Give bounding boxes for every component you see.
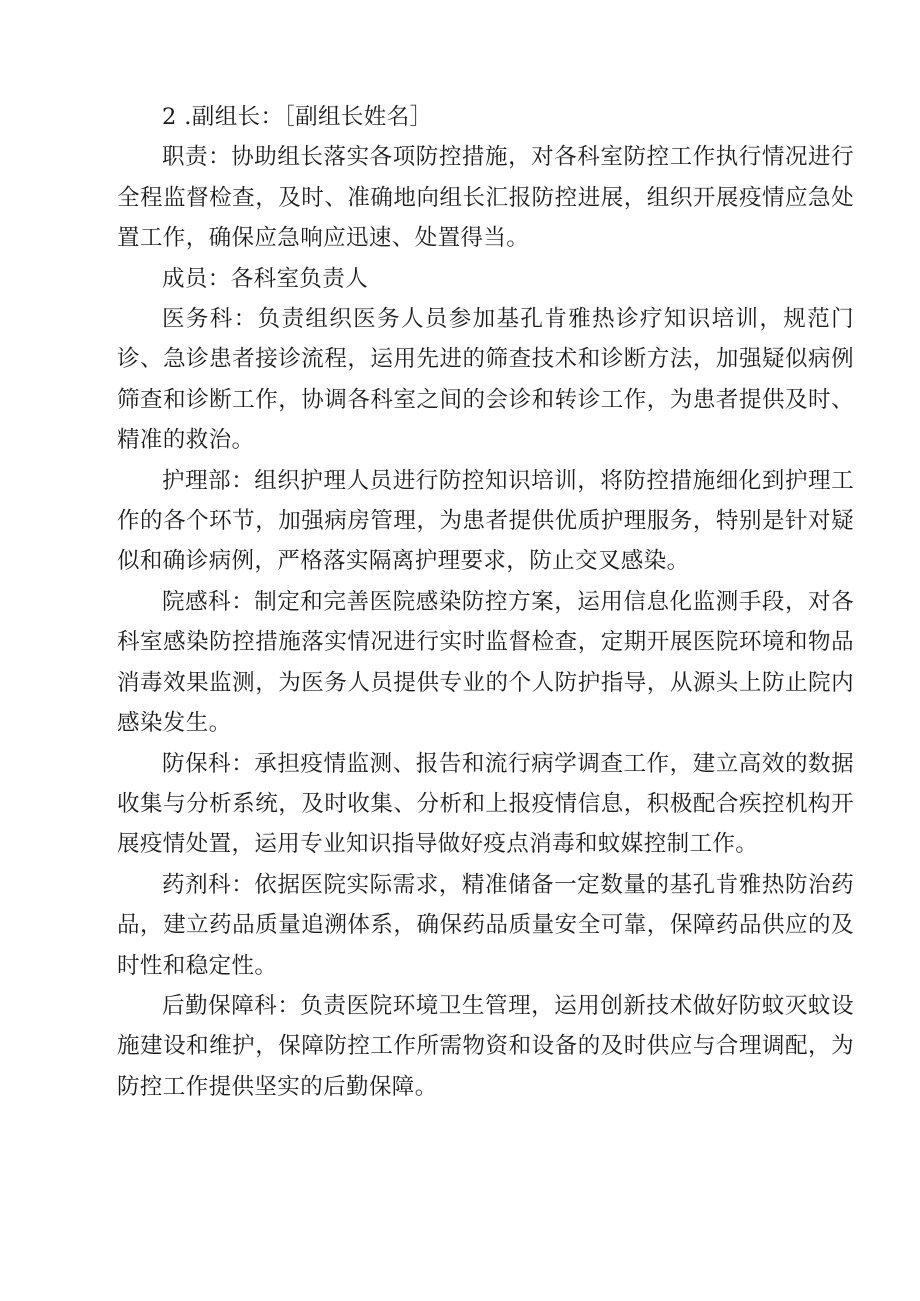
heading-name: ［副组长姓名］ bbox=[283, 104, 433, 130]
paragraph-prevention: 防保科：承担疫情监测、报告和流行病学调查工作，建立高效的数据收集与分析系统，及时收集、分析和上报疫情信息，积极配合疾控机构开展疫情处置，运用专业知识指导做好疫点消毒和蚊媒控制工作。 bbox=[117, 750, 854, 858]
heading-label: .副组长： bbox=[184, 104, 284, 130]
paragraph-pharmacy: 药剂科：依据医院实际需求，精准储备一定数量的基孔肯雅热防治药品，建立药品质量追溯体系，确保药品质量安全可靠，保障药品供应的及时性和稳定性。 bbox=[117, 871, 854, 979]
paragraph-infection-control: 院感科：制定和完善医院感染防控方案，运用信息化监测手段，对各科室感染防控措施落实情况进行实时监督检查，定期开展医院环境和物品消毒效果监测，为医务人员提供专业的个人防护指导，从源头上防止院内感染发生。 bbox=[117, 588, 854, 737]
heading-number: 2 bbox=[162, 104, 177, 130]
section-heading bbox=[117, 97, 854, 137]
paragraph-medical-affairs: 医务科：负责组织医务人员参加基孔肯雅热诊疗知识培训，规范门诊、急诊患者接诊流程，运用先进的筛查技术和诊断方法，加强疑似病例筛查和诊断工作，协调各科室之间的会诊和转诊工作，为患者提供及时、精准的救治。 bbox=[117, 306, 854, 454]
paragraph-logistics: 后勤保障科：负责医院环境卫生管理，运用创新技术做好防蚊灭蚊设施建设和维护，保障防控工作所需物资和设备的及时供应与合理调配，为防控工作提供坚实的后勤保障。 bbox=[117, 992, 854, 1100]
paragraph-members: 成员：各科室负责人 bbox=[162, 265, 369, 292]
paragraph-duty: 职责：协助组长落实各项防控措施，对各科室防控工作执行情况进行全程监督检查，及时、准确地向组长汇报防控进展，组织开展疫情应急处置工作，确保应急响应迅速、处置得当。 bbox=[117, 144, 854, 252]
paragraph-nursing: 护理部：组织护理人员进行防控知识培训，将防控措施细化到护理工作的各个环节，加强病房管理，为患者提供优质护理服务，特别是针对疑似和确诊病例，严格落实隔离护理要求，防止交叉感染。 bbox=[117, 467, 854, 575]
